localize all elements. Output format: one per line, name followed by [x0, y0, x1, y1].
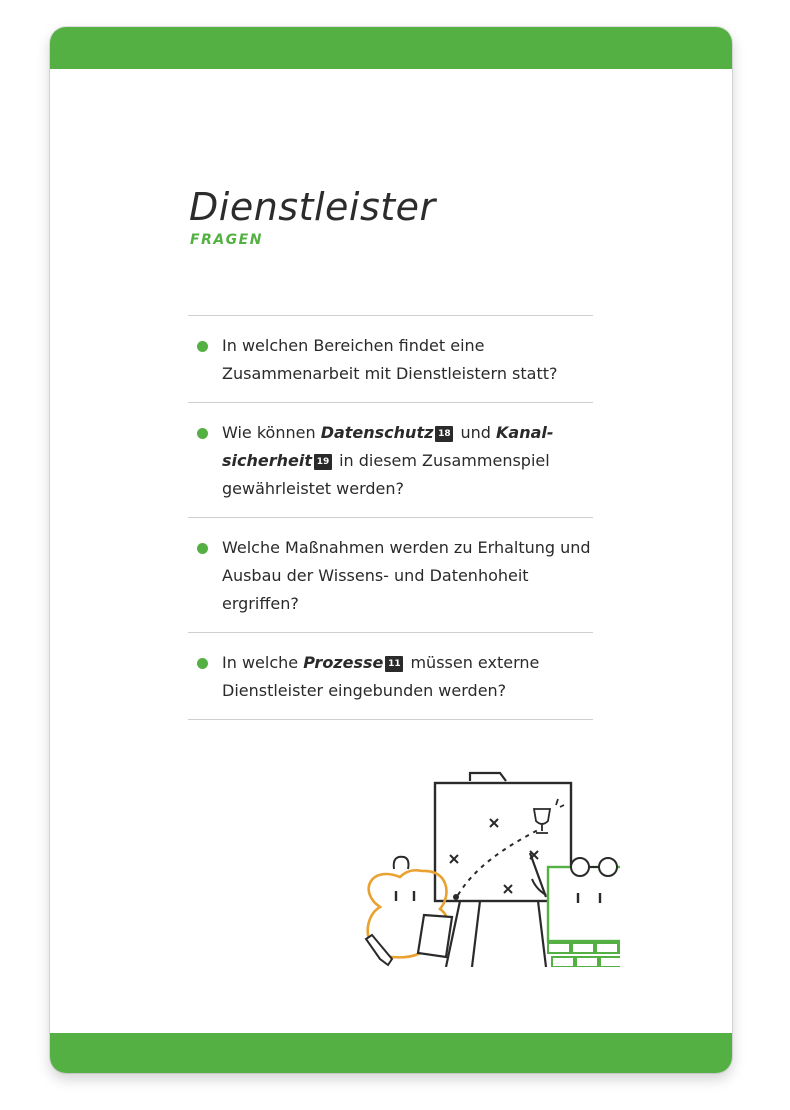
- list-item: [188, 316, 593, 403]
- bullet-dot-icon: [197, 341, 208, 352]
- question-text: In welche Prozesse 11 müssen externe Dienstleister eingebunden werden?: [222, 653, 540, 700]
- list-item: [188, 403, 593, 518]
- term-datenschutz: Datenschutz: [320, 423, 434, 442]
- reference-badge: 19: [314, 454, 332, 470]
- top-green-band: [50, 27, 732, 69]
- term-kanalsicherheit: Kanal-sicherheit: [222, 423, 554, 470]
- list-item: [188, 518, 593, 633]
- question-text: Wie können Datenschutz 18 und Kanal-sicherheit 19 in diesem Zusammenspiel gewährleistet werden?: [222, 423, 554, 498]
- reference-badge: 11: [385, 656, 403, 672]
- bullet-dot-icon: [197, 658, 208, 669]
- bottom-green-band: [50, 1033, 732, 1073]
- board-handle-icon: [470, 773, 506, 781]
- bullet-dot-icon: [197, 543, 208, 554]
- term-prozesse: Prozesse: [303, 653, 384, 672]
- question-list: [188, 315, 593, 720]
- page-subtitle: FRAGEN: [190, 232, 263, 248]
- strategy-board-illustration: [300, 767, 620, 967]
- bullet-dot-icon: [197, 428, 208, 439]
- question-text: Welche Maßnahmen werden zu Erhaltung und Ausbau der Wissens- und Datenhoheit ergriffen?: [222, 538, 591, 613]
- green-character-icon: [548, 867, 620, 941]
- question-text: In welchen Bereichen findet eine Zusammenarbeit mit Dienstleistern statt?: [222, 336, 558, 383]
- reference-badge: 18: [435, 426, 453, 442]
- page-title: Dienstleister: [189, 185, 436, 229]
- green-blocks-icon: [548, 943, 620, 967]
- question-card: [50, 27, 732, 1073]
- list-item: [188, 633, 593, 720]
